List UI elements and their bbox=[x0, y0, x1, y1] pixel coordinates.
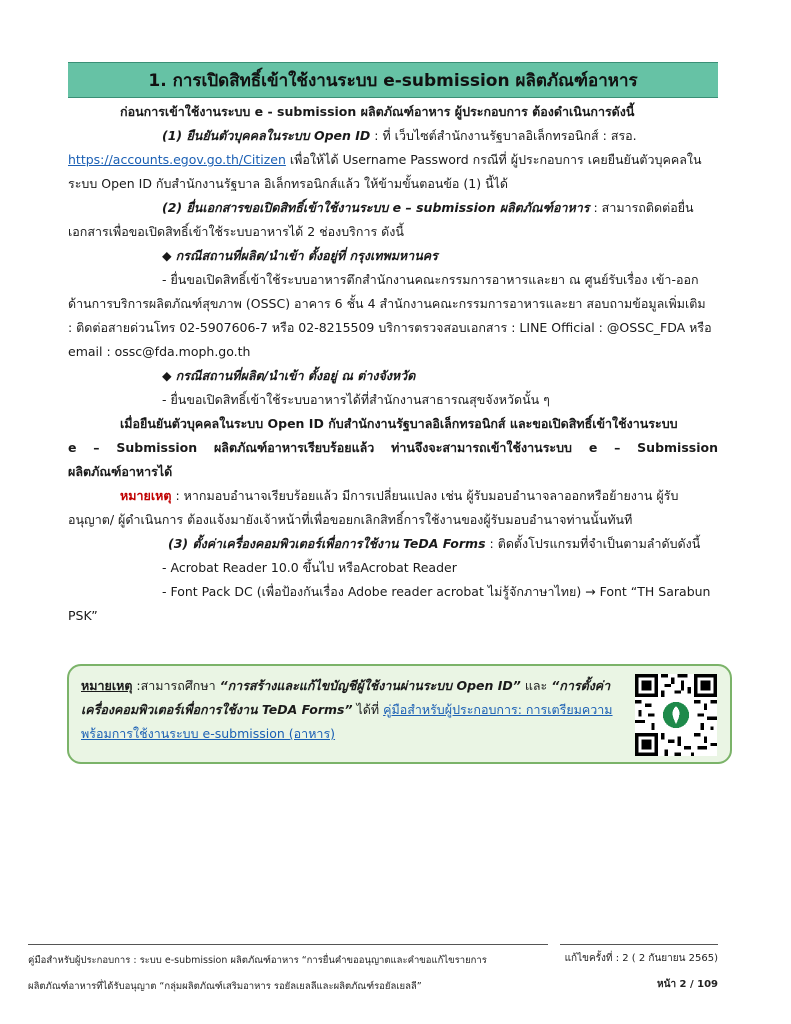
footer-right bbox=[560, 946, 718, 998]
summary-word: Submission bbox=[116, 440, 198, 455]
diamond-bullet-icon: ◆ bbox=[162, 368, 172, 383]
case1-line3: : ติดต่อสายด่วนโทร 02-5907606-7 หรือ 02-8215509 บริการตรวจสอบเอกสาร : LINE Official : @OSSC_FDA หรือ bbox=[68, 320, 712, 335]
summary-word: e bbox=[68, 440, 77, 455]
step3-heading: (3) ตั้งค่าเครื่องคอมพิวเตอร์เพื่อการใช้งาน TeDA Forms bbox=[168, 536, 486, 551]
note-box bbox=[67, 664, 732, 764]
remark-line2: อนุญาต/ ผู้ดำเนินการ ต้องแจ้งมายังเจ้าหน้าที่เพื่อขอยกเลิกสิทธิ์การใช้งานของผู้รับมอบอำนาจท่านนั้นทันที bbox=[68, 512, 633, 527]
note-text-2: และ bbox=[520, 678, 552, 693]
egov-citizen-link[interactable]: https://accounts.egov.go.th/Citizen bbox=[68, 152, 286, 167]
case1-line2: ด้านการบริการผลิตภัณฑ์สุขภาพ (OSSC) อาคาร 6 ชั้น 4 สำนักงานคณะกรรมการอาหารและยา สอบถามข้อมูลเพิ่มเติม bbox=[68, 296, 706, 311]
summary-line3: ผลิตภัณฑ์อาหารได้ bbox=[68, 464, 173, 479]
step1-text-a: : ที่ เว็บไซต์สำนักงานรัฐบาลอิเล็กทรอนิกส์ : สรอ. bbox=[374, 128, 637, 143]
case1-line1: - ยื่นขอเปิดสิทธิ์เข้าใช้ระบบอาหารตึกสำนักงานคณะกรรมการอาหารและยา ณ ศูนย์รับเรื่อง เข้า-ออก bbox=[162, 272, 699, 287]
intro-text: ก่อนการเข้าใช้งานระบบ e - submission ผลิตภัณฑ์อาหาร ผู้ประกอบการ ต้องดำเนินการดังนี้ bbox=[120, 104, 635, 119]
note-quote-2b: เครื่องคอมพิวเตอร์เพื่อการใช้งาน TeDA Forms” bbox=[81, 702, 353, 717]
step2-text-a: : สามารถติดต่อยื่น bbox=[593, 200, 694, 215]
diamond-bullet-icon: ◆ bbox=[162, 248, 172, 263]
note-text-3: ได้ที่ bbox=[352, 702, 384, 717]
summary-word: Submission bbox=[637, 440, 718, 455]
summary-word: ผลิตภัณฑ์อาหารเรียบร้อยแล้ว bbox=[213, 440, 375, 455]
operator-guide-link[interactable]: คู่มือสำหรับผู้ประกอบการ: การเตรียมความ bbox=[383, 702, 613, 717]
summary-word: – bbox=[93, 440, 100, 455]
remark-text-1: : หากมอบอำนาจเรียบร้อยแล้ว มีการเปลี่ยนแปลง เช่น ผู้รับมอบอำนาจลาออกหรือย้ายงาน ผู้รับ bbox=[175, 488, 679, 503]
step3-item1: - Acrobat Reader 10.0 ขึ้นไป หรือAcrobat Reader bbox=[162, 560, 457, 575]
footer-divider bbox=[28, 944, 548, 945]
case1-heading: กรณีสถานที่ผลิต/นำเข้า ตั้งอยู่ที่ กรุงเทพมหานคร bbox=[175, 248, 438, 263]
step1-heading: (1) ยืนยันตัวบุคคลในระบบ Open ID bbox=[162, 128, 371, 143]
note-text bbox=[81, 674, 621, 746]
summary-line2 bbox=[68, 436, 718, 460]
footer-divider bbox=[560, 944, 718, 945]
summary-word: e bbox=[588, 440, 598, 455]
note-text-1: :สามารถศึกษา bbox=[132, 678, 220, 693]
remark-line1 bbox=[68, 484, 718, 508]
footer-left-line2: ผลิตภัณฑ์อาหารที่ได้รับอนุญาต “กลุ่มผลิตภัณฑ์เสริมอาหาร รอยัลเยลลีและผลิตภัณฑ์รอยัลเยลลี” bbox=[28, 981, 422, 992]
case2-heading: กรณีสถานที่ผลิต/นำเข้า ตั้งอยู่ ณ ต่างจังหวัด bbox=[175, 368, 416, 383]
footer-left bbox=[28, 948, 548, 1000]
note-label: หมายเหตุ bbox=[81, 678, 133, 693]
remark-label: หมายเหตุ bbox=[120, 488, 172, 503]
note-quote-2a: “การตั้งค่า bbox=[551, 678, 611, 693]
revision-label: แก้ไขครั้งที่ : 2 ( 2 กันยายน 2565) bbox=[564, 953, 718, 964]
document-body bbox=[68, 100, 718, 628]
step1-line2 bbox=[68, 148, 718, 172]
step2-line2: เอกสารเพื่อขอเปิดสิทธิ์เข้าใช้ระบบอาหารได้ 2 ช่องบริการ ดังนี้ bbox=[68, 224, 404, 239]
case1-heading-line bbox=[68, 244, 718, 268]
section-title: 1. การเปิดสิทธิ์เข้าใช้งานระบบ e-submission ผลิตภัณฑ์อาหาร bbox=[68, 62, 718, 98]
summary-word: – bbox=[614, 440, 621, 455]
step1-line3: ระบบ Open ID กับสำนักงานรัฐบาล อิเล็กทรอนิกส์แล้ว ให้ข้ามขั้นตอนข้อ (1) นี้ได้ bbox=[68, 176, 509, 191]
step3-item2: - Font Pack DC (เพื่อป้องกันเรื่อง Adobe reader acrobat ไม่รู้จักภาษาไทย) → Font “TH Sarabun bbox=[162, 584, 711, 599]
case2-line1: - ยื่นขอเปิดสิทธิ์เข้าใช้ระบบอาหารได้ที่สำนักงานสาธารณสุขจังหวัดนั้น ๆ bbox=[162, 392, 550, 407]
operator-guide-link-cont[interactable]: พร้อมการใช้งานระบบ e-submission (อาหาร) bbox=[81, 726, 336, 741]
case1-line4: email : ossc@fda.moph.go.th bbox=[68, 344, 251, 359]
case2-heading-line bbox=[68, 364, 718, 388]
step3-line1 bbox=[68, 532, 718, 556]
step1-text-b: เพื่อให้ได้ Username Password กรณีที่ ผู้ประกอบการ เคยยืนยันตัวบุคคลใน bbox=[289, 152, 702, 167]
step2-line1 bbox=[68, 196, 718, 220]
step3-text-a: : ติดตั้งโปรแกรมที่จำเป็นตามลำดับดังนี้ bbox=[489, 536, 701, 551]
step1-line1 bbox=[68, 124, 718, 148]
qr-code-icon[interactable] bbox=[635, 674, 717, 756]
summary-word: ท่านจึงจะสามารถเข้าใช้งานระบบ bbox=[391, 440, 572, 455]
note-quote-1: “การสร้างและแก้ไขบัญชีผู้ใช้งานผ่านระบบ Open ID” bbox=[219, 678, 521, 693]
footer-left-line1: คู่มือสำหรับผู้ประกอบการ : ระบบ e-submission ผลิตภัณฑ์อาหาร “การยื่นคำขออนุญาตและคำขอแก้ไขรายการ bbox=[28, 955, 487, 966]
summary-line1: เมื่อยืนยันตัวบุคคลในระบบ Open ID กับสำนักงานรัฐบาลอิเล็กทรอนิกส์ และขอเปิดสิทธิ์เข้าใช้งานระบบ bbox=[120, 416, 678, 431]
step2-heading: (2) ยื่นเอกสารขอเปิดสิทธิ์เข้าใช้งานระบบ e – submission ผลิตภัณฑ์อาหาร bbox=[162, 200, 590, 215]
step3-item2-cont: PSK” bbox=[68, 608, 98, 623]
page-number: หน้า 2 / 109 bbox=[657, 979, 718, 990]
